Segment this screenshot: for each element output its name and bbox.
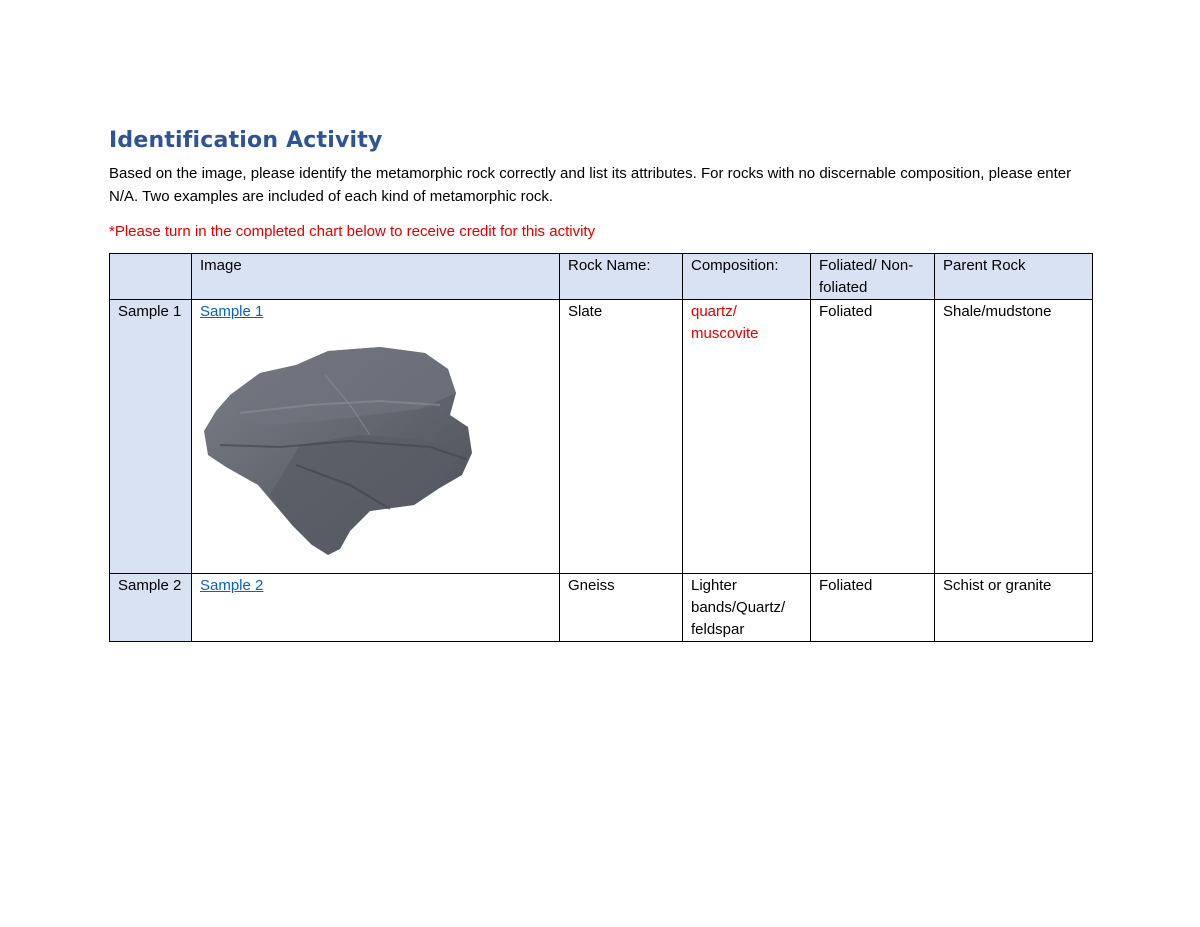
table-header-row [110,254,1093,300]
header-sample [110,254,192,300]
table-row [110,300,1093,574]
rock-identification-table [109,253,1093,642]
header-composition: Composition: [683,254,811,300]
page-title: Identification Activity [109,128,383,153]
composition-cell: quartz/ muscovite [683,300,811,574]
header-rock-name: Rock Name: [560,254,683,300]
sample-label: Sample 2 [110,574,192,642]
image-cell [192,574,560,642]
sample-1-link[interactable]: Sample 1 [200,303,264,320]
parent-rock-cell: Shale/mudstone [935,300,1093,574]
sample-label: Sample 1 [110,300,192,574]
rock-name-cell: Gneiss [560,574,683,642]
header-parent-rock: Parent Rock [935,254,1093,300]
foliated-cell: Foliated [811,300,935,574]
parent-rock-cell: Schist or granite [935,574,1093,642]
composition-cell: Lighter bands/Quartz/ feldspar [683,574,811,642]
image-cell [192,300,560,574]
foliated-cell: Foliated [811,574,935,642]
rock-name-cell: Slate [560,300,683,574]
table-row [110,574,1093,642]
header-image: Image [192,254,560,300]
credit-notice: *Please turn in the completed chart below to receive credit for this activity [109,223,596,240]
header-foliated: Foliated/ Non-foliated [811,254,935,300]
sample-2-link[interactable]: Sample 2 [200,577,264,594]
document-page [109,126,1094,638]
slate-rock-photo-icon [200,335,490,555]
intro-paragraph: Based on the image, please identify the metamorphic rock correctly and list its attributes. For rocks with no discernable composition, please enter N/A. Two examples are included of each kind of metamorphic rock. [109,165,1072,205]
